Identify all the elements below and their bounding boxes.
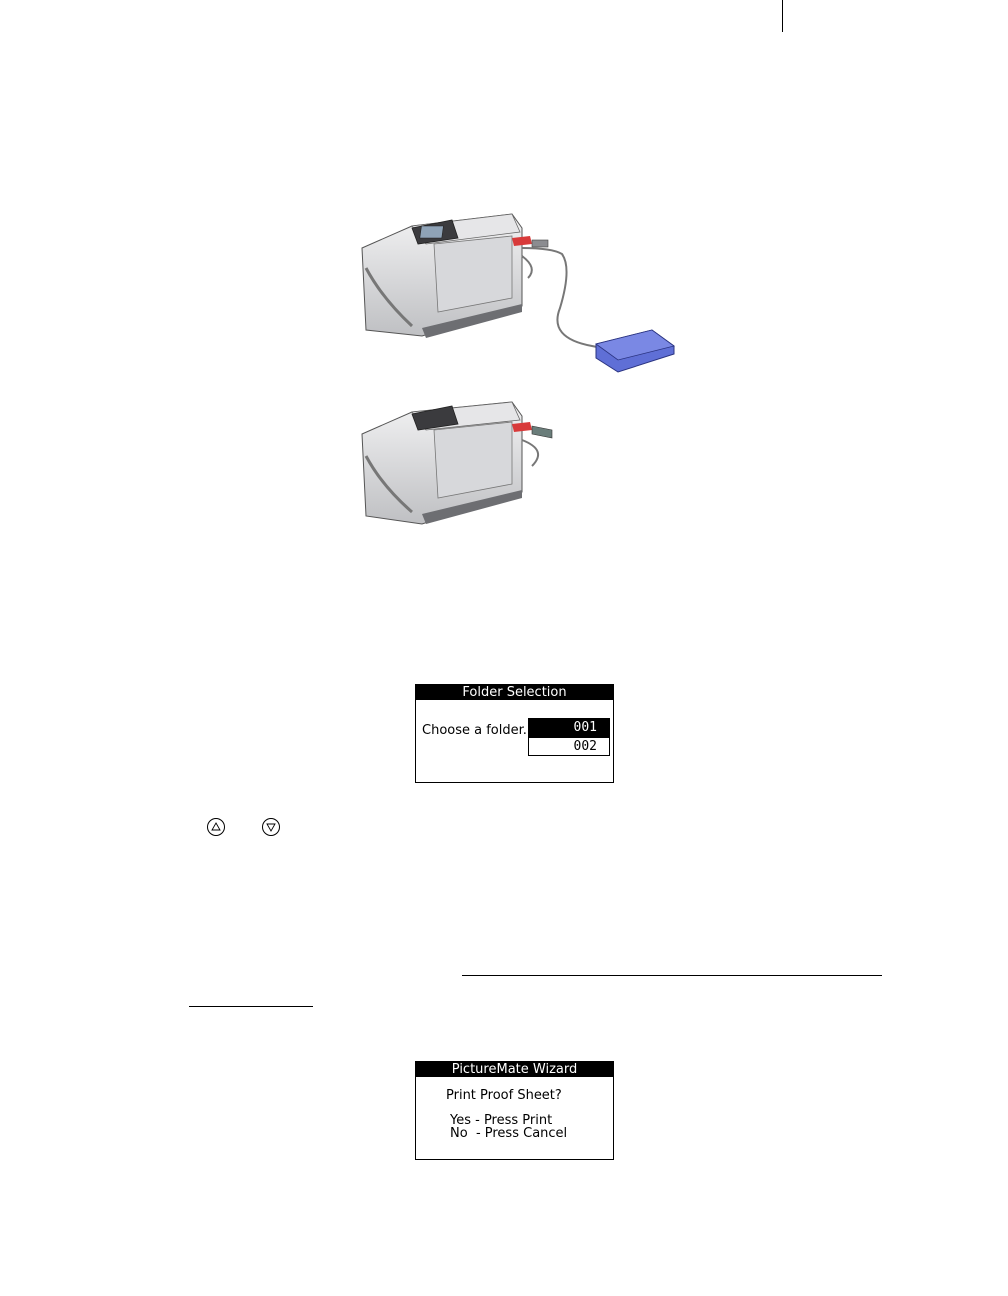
printer-with-external-drive-illustration — [352, 208, 688, 384]
underline-rule — [462, 975, 882, 976]
up-arrow-button-icon — [207, 818, 225, 836]
lcd-title: Folder Selection — [416, 685, 613, 700]
down-arrow-button-icon — [262, 818, 280, 836]
folder-selection-lcd — [415, 684, 614, 783]
lcd-yes-line: Yes - Press Print — [450, 1113, 553, 1128]
lcd-prompt: Choose a folder. — [422, 723, 527, 738]
folder-option: 002 — [528, 737, 610, 756]
underline-rule — [189, 1006, 313, 1007]
printer-with-flash-drive-illustration — [352, 400, 562, 534]
page-edge-rule — [782, 0, 783, 32]
lcd-question: Print Proof Sheet? — [446, 1088, 562, 1103]
lcd-no-line: No - Press Cancel — [450, 1126, 568, 1141]
lcd-title: PictureMate Wizard — [416, 1062, 613, 1077]
picturemate-wizard-lcd — [415, 1061, 614, 1160]
folder-option-selected: 001 — [528, 718, 610, 737]
